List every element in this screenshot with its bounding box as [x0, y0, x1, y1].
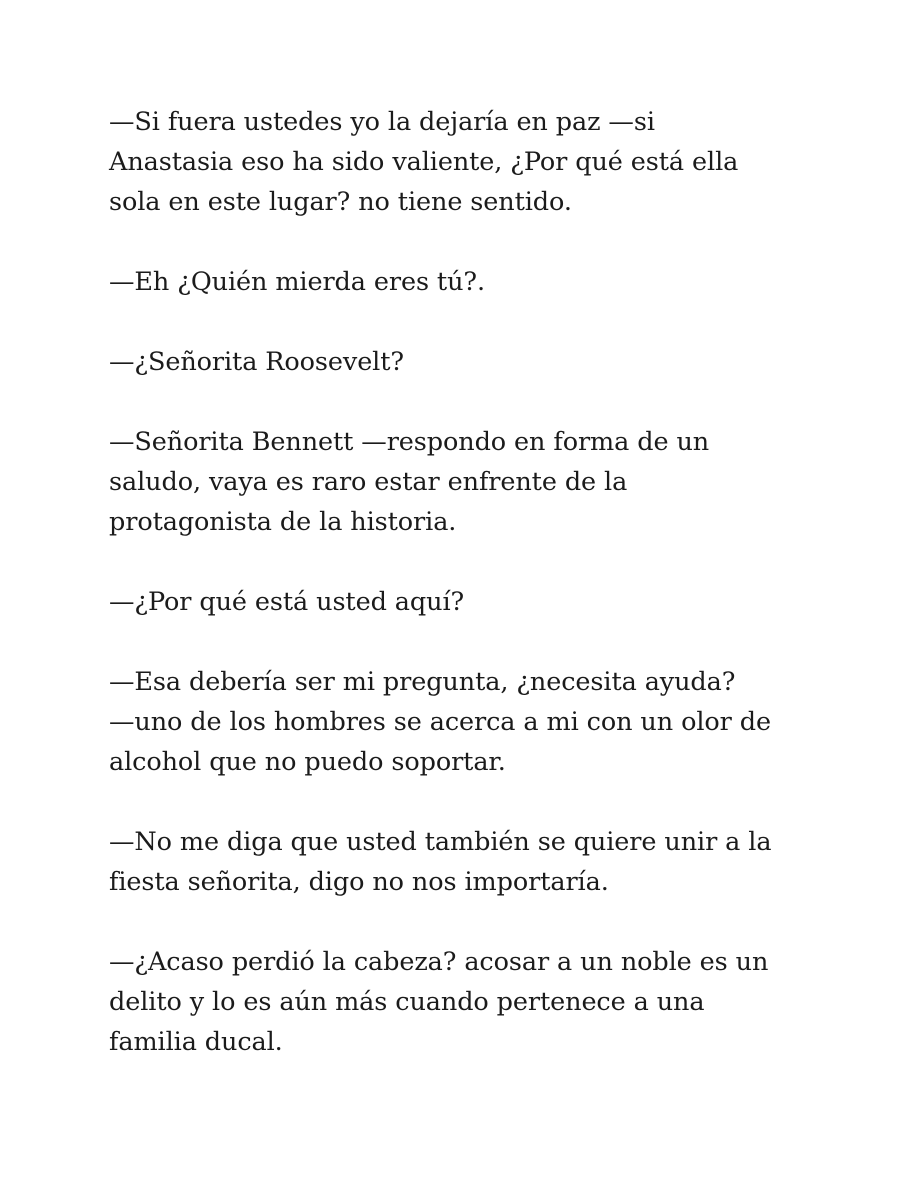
text-line: delito y lo es aún más cuando pertenece a una	[109, 987, 705, 1017]
text-line: —Esa debería ser mi pregunta, ¿necesita ayuda?	[109, 667, 736, 697]
text-line: —uno de los hombres se acerca a mi con un olor de	[109, 707, 771, 737]
text-line: sola en este lugar? no tiene sentido.	[109, 187, 572, 217]
text-line: alcohol que no puedo soportar.	[109, 747, 506, 777]
paragraph	[109, 102, 809, 222]
paragraph	[109, 662, 809, 782]
text-line: —Si fuera ustedes yo la dejaría en paz —si	[109, 107, 655, 137]
text-line: saludo, vaya es raro estar enfrente de la	[109, 467, 628, 497]
text-line: familia ducal.	[109, 1027, 283, 1057]
paragraph	[109, 262, 809, 302]
text-line: —Eh ¿Quién mierda eres tú?.	[109, 267, 485, 297]
text-line: Anastasia eso ha sido valiente, ¿Por qué está ella	[109, 147, 739, 177]
text-line: —¿Señorita Roosevelt?	[109, 347, 404, 377]
text-line: —¿Por qué está usted aquí?	[109, 587, 465, 617]
story-text	[109, 102, 809, 1102]
paragraph	[109, 582, 809, 622]
paragraph	[109, 342, 809, 382]
text-line: —¿Acaso perdió la cabeza? acosar a un noble es un	[109, 947, 769, 977]
text-line: —Señorita Bennett —respondo en forma de un	[109, 427, 710, 457]
paragraph	[109, 942, 809, 1062]
paragraph	[109, 422, 809, 542]
text-line: protagonista de la historia.	[109, 507, 457, 537]
text-line: fiesta señorita, digo no nos importaría.	[109, 867, 609, 897]
paragraph	[109, 822, 809, 902]
text-line: —No me diga que usted también se quiere unir a la	[109, 827, 772, 857]
